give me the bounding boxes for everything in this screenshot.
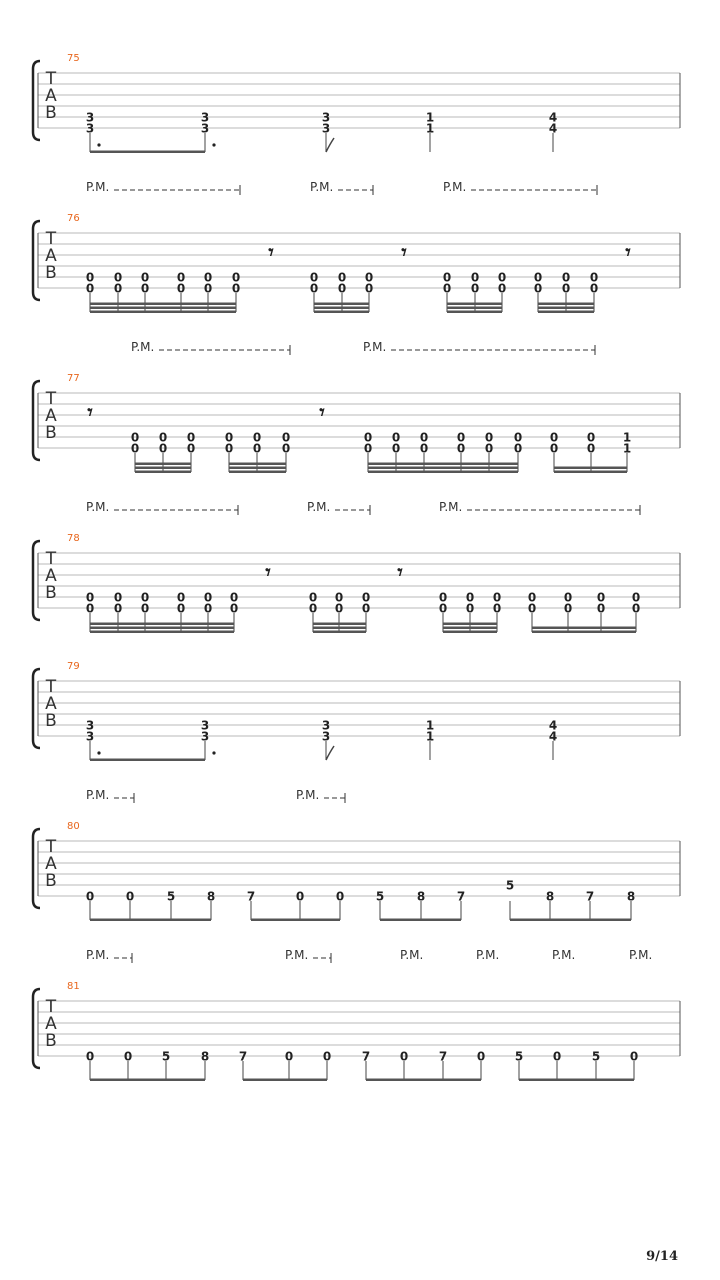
measure-number: 76 — [67, 213, 80, 224]
fret-number: 3 — [200, 718, 210, 733]
fret-number: 1 — [622, 441, 632, 456]
fret-number: 0 — [113, 601, 123, 616]
fret-number: 0 — [476, 1049, 486, 1064]
fret-number: 0 — [419, 441, 429, 456]
palm-mute-label: P.M. — [86, 788, 110, 802]
fret-number: 0 — [203, 270, 213, 285]
fret-number: 0 — [596, 601, 606, 616]
fret-number: 0 — [533, 270, 543, 285]
fret-number: 7 — [585, 889, 595, 904]
beam — [251, 919, 340, 922]
fret-number: 0 — [399, 1049, 409, 1064]
palm-mute-label: P.M. — [629, 948, 653, 962]
beam — [532, 627, 636, 630]
fret-number: 0 — [631, 601, 641, 616]
fret-number: 7 — [361, 1049, 371, 1064]
fret-number: 8 — [416, 889, 426, 904]
fret-number: 0 — [363, 430, 373, 445]
beam — [229, 471, 286, 474]
beam — [313, 631, 366, 634]
measure-number: 79 — [67, 661, 80, 672]
fret-number: 0 — [470, 281, 480, 296]
tab-clef-letter: A — [45, 86, 57, 106]
palm-mute-label: P.M. — [439, 500, 463, 514]
tab-clef-letter: B — [45, 423, 57, 443]
fret-number: 4 — [548, 110, 558, 125]
tab-clef-letter: T — [45, 69, 57, 89]
fret-number: 0 — [513, 441, 523, 456]
beam — [443, 627, 497, 630]
fret-number: 0 — [513, 430, 523, 445]
beam — [229, 467, 286, 470]
beam — [538, 303, 594, 306]
tab-clef-letter: A — [45, 854, 57, 874]
fret-number: 0 — [334, 601, 344, 616]
palm-mute-label: P.M. — [86, 500, 110, 514]
fret-number: 3 — [200, 110, 210, 125]
fret-number: 0 — [470, 270, 480, 285]
rhythm-dot — [97, 143, 100, 146]
fret-number: 5 — [591, 1049, 601, 1064]
palm-mute-label: P.M. — [400, 948, 424, 962]
beam — [380, 919, 461, 922]
fret-number: 3 — [200, 729, 210, 744]
tab-clef-letter: A — [45, 566, 57, 586]
tab-clef-letter: B — [45, 103, 57, 123]
fret-number: 0 — [335, 889, 345, 904]
fret-number: 0 — [252, 441, 262, 456]
fret-number: 0 — [186, 441, 196, 456]
fret-number: 0 — [85, 590, 95, 605]
fret-number: 0 — [631, 590, 641, 605]
measure-number: 80 — [67, 821, 80, 832]
beam — [314, 303, 369, 306]
eighth-rest: 𝄾 — [87, 400, 93, 424]
fret-number: 0 — [140, 270, 150, 285]
fret-number: 0 — [465, 590, 475, 605]
fret-number: 0 — [589, 281, 599, 296]
fret-number: 0 — [224, 430, 234, 445]
fret-number: 0 — [176, 270, 186, 285]
fret-number: 0 — [442, 270, 452, 285]
fret-number: 0 — [140, 590, 150, 605]
palm-mute-label: P.M. — [86, 948, 110, 962]
fret-number: 0 — [123, 1049, 133, 1064]
measure-number: 75 — [67, 53, 80, 64]
fret-number: 4 — [548, 121, 558, 136]
fret-number: 0 — [85, 270, 95, 285]
fret-number: 0 — [484, 430, 494, 445]
palm-mute-label: P.M. — [476, 948, 500, 962]
beam — [368, 463, 518, 466]
beam — [90, 627, 234, 630]
fret-number: 0 — [337, 270, 347, 285]
fret-number: 0 — [176, 281, 186, 296]
fret-number: 0 — [252, 430, 262, 445]
tab-clef-letter: B — [45, 583, 57, 603]
note-flag — [326, 746, 334, 760]
palm-mute-label: P.M. — [86, 180, 110, 194]
fret-number: 0 — [442, 281, 452, 296]
fret-number: 0 — [231, 281, 241, 296]
beam — [313, 627, 366, 630]
fret-number: 0 — [281, 441, 291, 456]
fret-number: 5 — [514, 1049, 524, 1064]
fret-number: 0 — [497, 270, 507, 285]
fret-number: 0 — [113, 270, 123, 285]
fret-number: 7 — [238, 1049, 248, 1064]
fret-number: 0 — [203, 590, 213, 605]
fret-number: 3 — [321, 110, 331, 125]
palm-mute-label: P.M. — [296, 788, 320, 802]
eighth-rest: 𝄾 — [401, 240, 407, 264]
fret-number: 0 — [113, 281, 123, 296]
tab-clef-letter: T — [45, 837, 57, 857]
fret-number: 0 — [456, 430, 466, 445]
beam — [229, 463, 286, 466]
fret-number: 0 — [309, 270, 319, 285]
fret-number: 0 — [549, 441, 559, 456]
fret-number: 1 — [425, 729, 435, 744]
fret-number: 0 — [186, 430, 196, 445]
fret-number: 0 — [334, 590, 344, 605]
fret-number: 0 — [337, 281, 347, 296]
fret-number: 1 — [425, 718, 435, 733]
fret-number: 5 — [166, 889, 176, 904]
tab-clef-letter: A — [45, 246, 57, 266]
fret-number: 0 — [140, 281, 150, 296]
fret-number: 0 — [438, 601, 448, 616]
fret-number: 1 — [425, 110, 435, 125]
fret-number: 4 — [548, 729, 558, 744]
beam — [532, 631, 636, 634]
rhythm-dot — [212, 751, 215, 754]
beam — [366, 1079, 481, 1082]
fret-number: 0 — [561, 270, 571, 285]
beam — [135, 463, 191, 466]
measure-number: 78 — [67, 533, 80, 544]
fret-number: 0 — [203, 281, 213, 296]
palm-mute-label: P.M. — [307, 500, 331, 514]
beam — [90, 303, 236, 306]
fret-number: 0 — [552, 1049, 562, 1064]
palm-mute-label: P.M. — [443, 180, 467, 194]
fret-number: 0 — [363, 441, 373, 456]
beam — [443, 623, 497, 626]
fret-number: 0 — [224, 441, 234, 456]
eighth-rest: 𝄾 — [625, 240, 631, 264]
tab-clef-letter: T — [45, 229, 57, 249]
fret-number: 0 — [586, 441, 596, 456]
fret-number: 0 — [176, 601, 186, 616]
tab-clef-letter: T — [45, 549, 57, 569]
fret-number: 0 — [492, 590, 502, 605]
tab-clef-letter: T — [45, 997, 57, 1017]
beam — [368, 467, 518, 470]
fret-number: 4 — [548, 718, 558, 733]
palm-mute-label: P.M. — [552, 948, 576, 962]
fret-number: 0 — [586, 430, 596, 445]
fret-number: 3 — [85, 718, 95, 733]
fret-number: 1 — [622, 430, 632, 445]
fret-number: 0 — [308, 590, 318, 605]
fret-number: 0 — [203, 601, 213, 616]
beam — [90, 307, 236, 310]
eighth-rest: 𝄾 — [397, 560, 403, 584]
fret-number: 0 — [85, 281, 95, 296]
beam — [135, 471, 191, 474]
fret-number: 0 — [561, 281, 571, 296]
fret-number: 0 — [125, 889, 135, 904]
fret-number: 0 — [492, 601, 502, 616]
eighth-rest: 𝄾 — [265, 560, 271, 584]
measure-number: 81 — [67, 981, 80, 992]
fret-number: 0 — [596, 590, 606, 605]
fret-number: 0 — [527, 590, 537, 605]
fret-number: 3 — [85, 121, 95, 136]
beam — [90, 623, 234, 626]
fret-number: 0 — [308, 601, 318, 616]
beam — [90, 759, 205, 762]
fret-number: 0 — [309, 281, 319, 296]
beam — [368, 471, 518, 474]
fret-number: 8 — [626, 889, 636, 904]
fret-number: 3 — [321, 718, 331, 733]
fret-number: 3 — [85, 110, 95, 125]
fret-number: 7 — [438, 1049, 448, 1064]
fret-number: 7 — [456, 889, 466, 904]
tab-clef-letter: A — [45, 406, 57, 426]
beam — [519, 1079, 634, 1082]
beam — [90, 919, 211, 922]
tab-clef-letter: A — [45, 1014, 57, 1034]
palm-mute-label: P.M. — [131, 340, 155, 354]
fret-number: 0 — [563, 590, 573, 605]
fret-number: 0 — [364, 281, 374, 296]
fret-number: 5 — [375, 889, 385, 904]
fret-number: 0 — [295, 889, 305, 904]
rhythm-dot — [97, 751, 100, 754]
fret-number: 0 — [563, 601, 573, 616]
fret-number: 0 — [465, 601, 475, 616]
rhythm-dot — [212, 143, 215, 146]
fret-number: 8 — [200, 1049, 210, 1064]
fret-number: 0 — [85, 601, 95, 616]
beam — [135, 467, 191, 470]
tab-clef-letter: B — [45, 711, 57, 731]
fret-number: 3 — [321, 121, 331, 136]
fret-number: 7 — [246, 889, 256, 904]
beam — [510, 919, 631, 922]
fret-number: 0 — [438, 590, 448, 605]
fret-number: 0 — [158, 430, 168, 445]
fret-number: 0 — [391, 441, 401, 456]
fret-number: 0 — [281, 430, 291, 445]
fret-number: 1 — [425, 121, 435, 136]
tab-clef-letter: T — [45, 677, 57, 697]
beam — [243, 1079, 327, 1082]
fret-number: 3 — [200, 121, 210, 136]
fret-number: 0 — [361, 590, 371, 605]
fret-number: 0 — [549, 430, 559, 445]
note-flag — [326, 138, 334, 152]
beam — [554, 471, 627, 474]
fret-number: 0 — [158, 441, 168, 456]
palm-mute-label: P.M. — [310, 180, 334, 194]
beam — [538, 307, 594, 310]
fret-number: 0 — [361, 601, 371, 616]
fret-number: 0 — [484, 441, 494, 456]
beam — [538, 311, 594, 314]
tab-clef-letter: B — [45, 263, 57, 283]
beam — [447, 307, 502, 310]
tab-clef-letter: B — [45, 1031, 57, 1051]
fret-number: 0 — [629, 1049, 639, 1064]
fret-number: 0 — [589, 270, 599, 285]
tab-clef-letter: A — [45, 694, 57, 714]
beam — [447, 303, 502, 306]
fret-number: 0 — [130, 430, 140, 445]
page-number: 9/14 — [646, 1249, 678, 1264]
fret-number: 0 — [113, 590, 123, 605]
fret-number: 0 — [364, 270, 374, 285]
palm-mute-label: P.M. — [285, 948, 309, 962]
beam — [90, 1079, 205, 1082]
fret-number: 0 — [391, 430, 401, 445]
beam — [443, 631, 497, 634]
fret-number: 0 — [130, 441, 140, 456]
tab-clef-letter: T — [45, 389, 57, 409]
fret-number: 0 — [419, 430, 429, 445]
fret-number: 0 — [533, 281, 543, 296]
fret-number: 0 — [85, 889, 95, 904]
fret-number: 3 — [321, 729, 331, 744]
eighth-rest: 𝄾 — [268, 240, 274, 264]
fret-number: 0 — [284, 1049, 294, 1064]
beam — [314, 311, 369, 314]
fret-number: 0 — [527, 601, 537, 616]
fret-number: 0 — [176, 590, 186, 605]
beam — [447, 311, 502, 314]
fret-number: 0 — [140, 601, 150, 616]
beam — [90, 311, 236, 314]
fret-number: 5 — [505, 878, 515, 893]
fret-number: 3 — [85, 729, 95, 744]
fret-number: 0 — [231, 270, 241, 285]
tab-clef-letter: B — [45, 871, 57, 891]
fret-number: 0 — [322, 1049, 332, 1064]
fret-number: 5 — [161, 1049, 171, 1064]
measure-number: 77 — [67, 373, 80, 384]
fret-number: 0 — [229, 590, 239, 605]
beam — [314, 307, 369, 310]
beam — [313, 623, 366, 626]
fret-number: 0 — [497, 281, 507, 296]
fret-number: 8 — [545, 889, 555, 904]
palm-mute-label: P.M. — [363, 340, 387, 354]
fret-number: 8 — [206, 889, 216, 904]
eighth-rest: 𝄾 — [319, 400, 325, 424]
fret-number: 0 — [85, 1049, 95, 1064]
beam — [554, 467, 627, 470]
fret-number: 0 — [229, 601, 239, 616]
beam — [90, 631, 234, 634]
beam — [90, 151, 205, 154]
fret-number: 0 — [456, 441, 466, 456]
